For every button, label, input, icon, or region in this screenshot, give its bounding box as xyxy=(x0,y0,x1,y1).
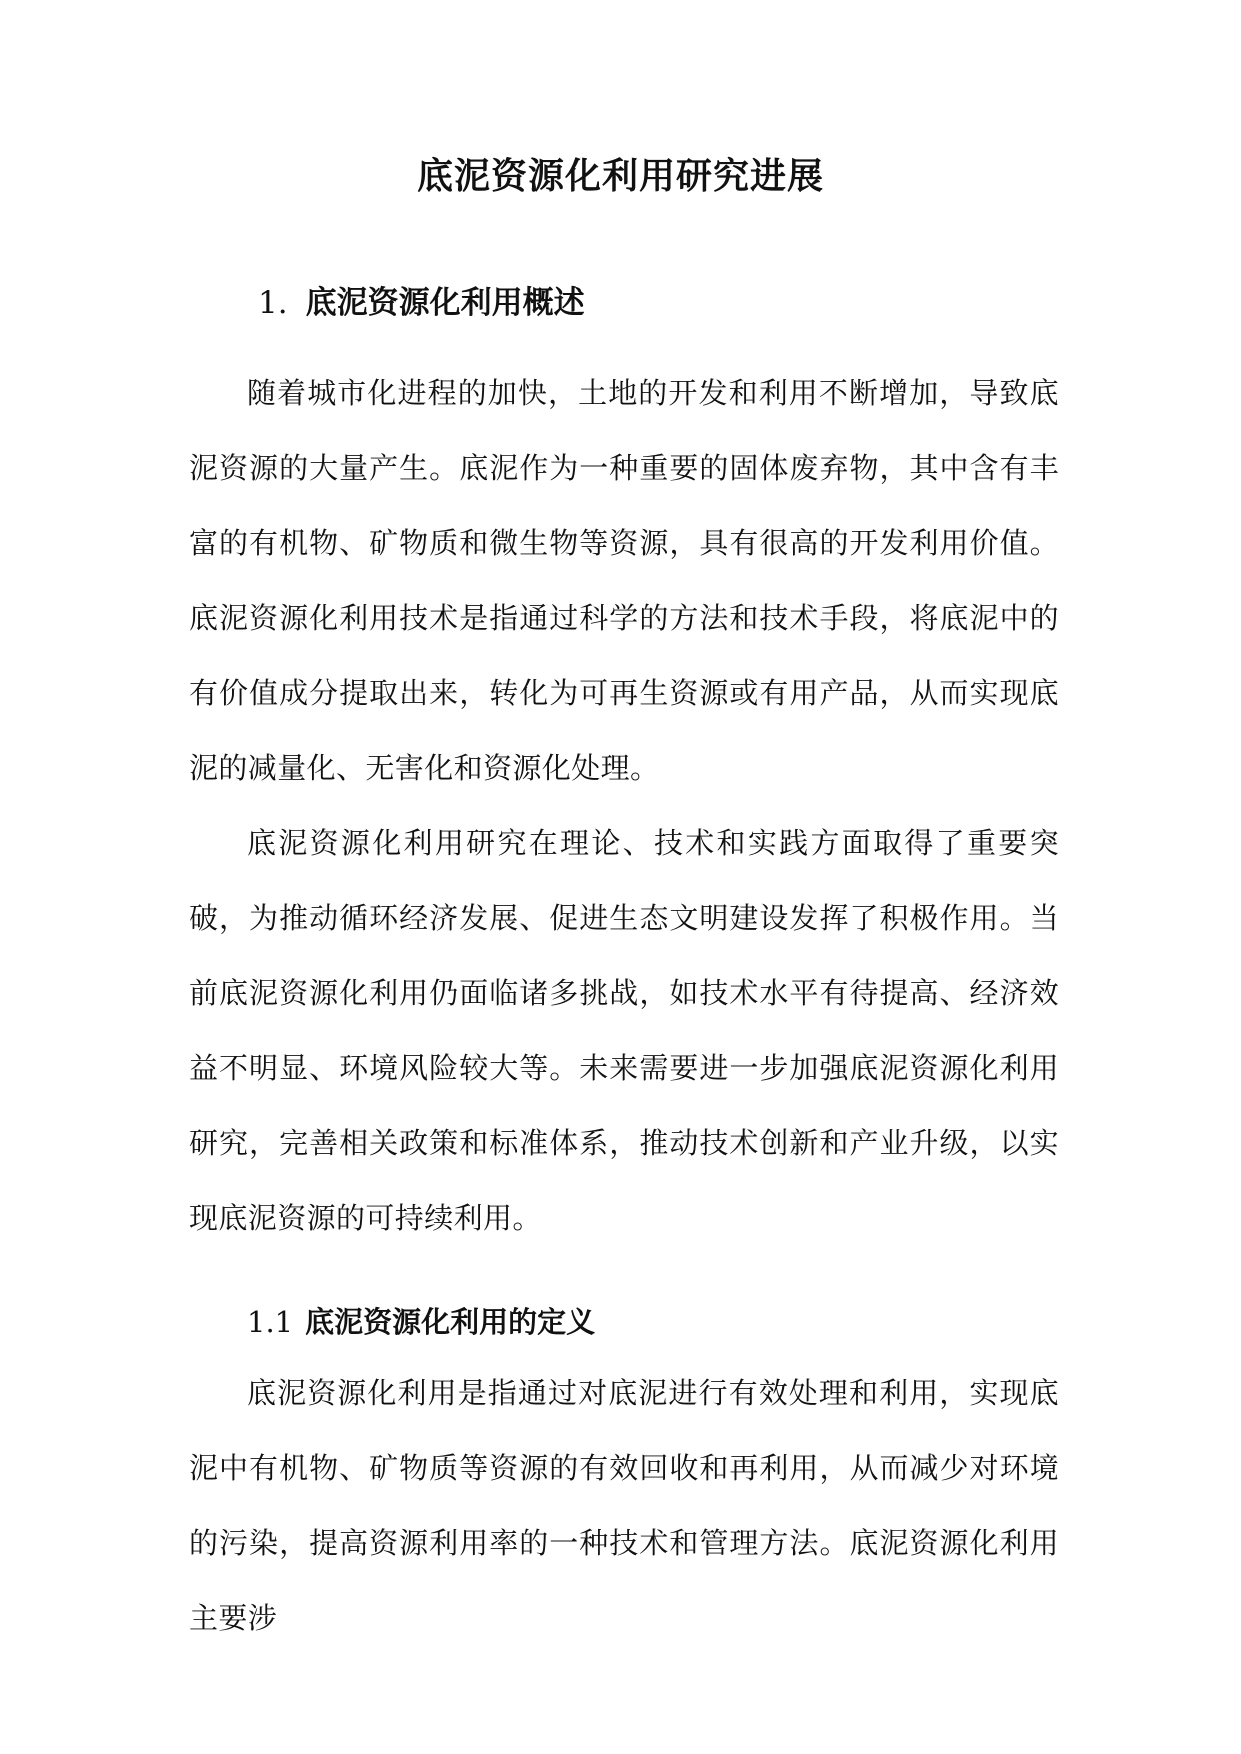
subsection-title: 底泥资源化利用的定义 xyxy=(305,1305,596,1339)
paragraph-overview-2: 底泥资源化利用研究在理论、技术和实践方面取得了重要突破，为推动循环经济发展、促进生态文明建设发挥了积极作用。当前底泥资源化利用仍面临诸多挑战，如技术水平有待提高、经济效益不明显、环境风险较大等。未来需要进一步加强底泥资源化利用研究，完善相关政策和标准体系，推动技术创新和产业升级，以实现底泥资源的可持续利用。 xyxy=(189,826,1059,1235)
document-title: 底泥资源化利用研究进展 xyxy=(416,155,824,197)
paragraph-definition-1: 底泥资源化利用是指通过对底泥进行有效处理和利用，实现底泥中有机物、矿物质等资源的有效回收和再利用，从而减少对环境的污染，提高资源利用率的一种技术和管理方法。底泥资源化利用主要涉 xyxy=(189,1376,1059,1635)
subsection-number: 1.1 xyxy=(247,1305,294,1339)
section-title: 底泥资源化利用概述 xyxy=(305,285,585,321)
section-number: 1. xyxy=(258,285,288,321)
section-heading-1 xyxy=(258,280,585,326)
paragraph-overview-1: 随着城市化进程的加快，土地的开发和利用不断增加，导致底泥资源的大量产生。底泥作为一种重要的固体废弃物，其中含有丰富的有机物、矿物质和微生物等资源，具有很高的开发利用价值。底泥资源化利用技术是指通过科学的方法和技术手段，将底泥中的有价值成分提取出来，转化为可再生资源或有用产品，从而实现底泥的减量化、无害化和资源化处理。 xyxy=(189,376,1059,785)
subsection-heading-1-1 xyxy=(247,1300,595,1344)
